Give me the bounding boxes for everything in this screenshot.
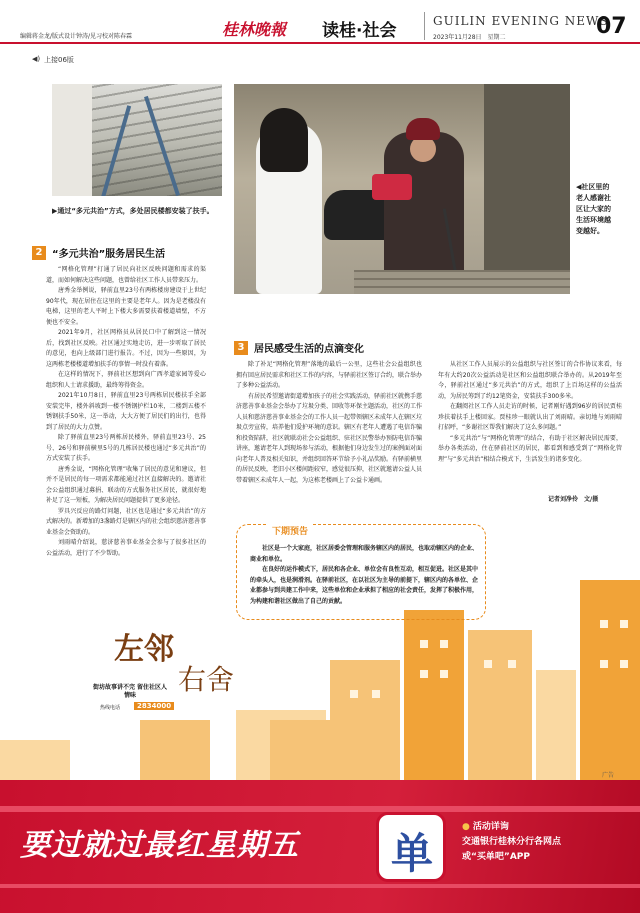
paragraph: 社区是一个大家庭，社区居委会管理和服务辖区内的居民，也取动辖区内的企业、商业和单位。 — [250, 545, 479, 563]
editor-credits: 编辑蒋金龙/版式设计钟涛/见习校对陈春霖 — [20, 33, 133, 40]
section3-body-right — [438, 360, 622, 465]
issue-date: 2023年11月28日 星期二 — [433, 34, 506, 41]
page-number: 07 — [596, 14, 627, 39]
section2-heading — [32, 245, 165, 260]
photo1-caption: ▶通过“多元共治”方式，多处居民楼都安装了扶手。 — [52, 207, 214, 215]
caption-arrow-icon: ◀ — [576, 183, 582, 191]
caption-arrow-icon: ▶ — [52, 207, 58, 215]
photo-elderly-resident — [234, 84, 570, 294]
maidan-app-icon: 单 — [376, 812, 446, 882]
logo-title-part1: 左邻 — [114, 632, 174, 667]
hotline-number: 2834000 — [134, 702, 174, 710]
ad-slogan: 要过就过最红星期五 — [20, 828, 299, 863]
paragraph: 从社区工作人员展示的公益组织与社区签订的合作协议来看，每年有大约20次公益活动是社区和公益组织联合举办的。从2019年至今，驿前社区通过“多元共治”的方式，组织了上百场这样的公益活动，为居民筹到了约12笔资金，安装扶手300多米。 — [438, 361, 622, 400]
logo-title-part2: 右舍 — [178, 663, 235, 696]
section3-body-left — [236, 360, 422, 486]
section-title: “多元共治”服务居民生活 — [52, 249, 166, 260]
paper-name-en: GUILIN EVENING NEWS — [433, 14, 609, 28]
preview-body — [250, 544, 480, 607]
section-title: 居民感受生活的点滴变化 — [254, 344, 364, 355]
paragraph: 唐秀金说，“网格化管理”收集了居民的意见和建议，但并不是居民的每一项需求都能通过社区直接解决的。邀请社会公益组织通过募捐、联动的方式服务社区居民，就很好地补足了这一短板，为解决居民问题提供了更多途径。 — [46, 465, 206, 504]
paragraph: 在翻阅社区工作人员走访的时候，记者刚好遇到96岁的居民贾桂珍扶着扶手上楼回家。贾桂珍一眼就认出了刘雨晴。亲切地与刘雨晴打招呼，“多谢社区帮我们解决了这么多问题。” — [438, 403, 622, 431]
paragraph: “网格化管理”打通了居民向社区反映问题和需求的渠道，而如何解决这些问题，也曾给社区工作人员带来压力。 — [46, 266, 206, 284]
section2-body — [46, 265, 206, 559]
paragraph: 刘雨晴介绍说，慈济慈善事业基金会参与了很多社区的公益活动，进行了不少帮助。 — [46, 539, 206, 557]
paragraph: “多元共治”与“网格化管理”的结合，有助于社区解决居民需要，举办各类活动，住在驿前社区的居民，都看到和感受到了“网格化管理”与“多元共治”相结合模式下，生活发生的诸多变化。 — [438, 434, 622, 463]
hotline-label: 热线电话 — [100, 705, 121, 711]
continued-from: 上接06版 — [44, 56, 74, 64]
paragraph: 除了驿前直里23号两栋居民楼外，驿前直里23号、25号、26号和驿前横里5号的几栋居民楼也通过“多元共治”的方式安装了扶手。 — [46, 434, 206, 462]
ad-tag: 广告 — [602, 772, 615, 779]
section-name: 读桂·社会 — [322, 21, 397, 41]
ad-contact-info: ● 活动详询 交通银行桂林分行各网点 或“买单吧”APP — [462, 822, 562, 862]
paragraph: 除了补足“网格化管理”落地的最后一公里，这些社会公益组织也拥有回应居民需求和社区工作的内容，与驿前社区签订合约，联合举办了多种公益活动。 — [236, 361, 423, 389]
logo-tagline: 街坊故事讲不完 留住社区人情味 — [92, 684, 168, 699]
paragraph: 唐秀金举例说，驿前直里23号有两栋楼房建设于上世纪90年代，现在居住在这里的主要是老年人。因为是老楼没有电梯，这里的老人平时上下楼大多需要扶着楼道墙壁，不方便也不安全。 — [46, 287, 206, 326]
paragraph: 罗具兴反应的路灯问题，社区也是通过“多元共治”的方式解决的。新增加的3盏路灯是辖区内的社会组织慈济慈善事业基金会资助的。 — [46, 507, 206, 536]
section3-heading — [234, 340, 364, 355]
byline: 记者刘净伶 文/摄 — [548, 496, 599, 503]
section-number: 2 — [32, 246, 46, 260]
paragraph: 在良好的运作模式下，居民和各企业、单位会有良性互动，相互促进。社区是其中的牵头人，也是润滑剂。在驿前社区，在以社区为主导的前提下，辖区内的各单位、企业都参与到共建工作中来，这些单位和企业承担了相应的社会责任，发挥了积极作用，为构建和谐社区做出了自己的贡献。 — [250, 566, 479, 605]
paragraph: 在这样的情况下，驿前社区想到向广西孝道家园等爱心组织和人士请求援助，最终筹得资金。 — [46, 371, 206, 389]
paragraph: 2021年10月8日，驿前直里23号两栋居民楼扶手全部安装完毕，楼外斜坡到一楼不锈钢护栏10米，二楼到五楼不锈钢扶手50米，这一举动，大大方便了居民们的出行，也得到了居民的大力点赞。 — [46, 392, 206, 431]
newspaper-logo: 桂林晚報 — [222, 20, 287, 39]
paragraph: 2021年9月，社区网格员从居民口中了解到这一情况后，找到社区反映。社区通过实地走访，进一步听取了居民的意见，也向上级部门进行报告。不过，因为一些原因，为这两栋老楼楼道增加扶手的事情一时没有着落。 — [46, 329, 206, 368]
speaker-icon: ◀) — [32, 55, 41, 63]
bullet-icon: ● — [462, 822, 470, 832]
photo-stair-handrails — [52, 84, 222, 196]
header-divider — [424, 12, 425, 40]
section-number: 3 — [234, 341, 248, 355]
column-logo — [92, 618, 262, 728]
photo2-caption: ◀社区里的老人感谢社区让大家的生活环境越变越好。 — [576, 183, 611, 235]
masthead — [0, 0, 640, 44]
paragraph: 有居民希望邀请街道增加孩子的社会实践活动，驿前社区就携手慈济慈善事业基金会举办了垃圾分类、回收等环保主题活动，社区的工作人员和慈济慈善事业基金会的工作人员一起带领辖区未成年人在辖区垃圾点旁宣传，培养他们爱护环境的意识。辖区有老年人遭遇了电信诈骗和投资陷阱，社区就联动社会公益组织、驻社区民警举办预防电信诈骗讲座，邀请老年人到现场参与活动，根据他们身边发生过的案例面对面向老年人普及相关知识，并组织回答环节给予小礼品奖励。有驿前横里的居民反映，老旧小区楼间距较窄，感觉很压抑，社区就邀请公益人员带着辖区未成年人一起，为这栋老楼画上了公益卡通画。 — [236, 392, 423, 484]
preview-title: 下期预告 — [268, 524, 312, 537]
